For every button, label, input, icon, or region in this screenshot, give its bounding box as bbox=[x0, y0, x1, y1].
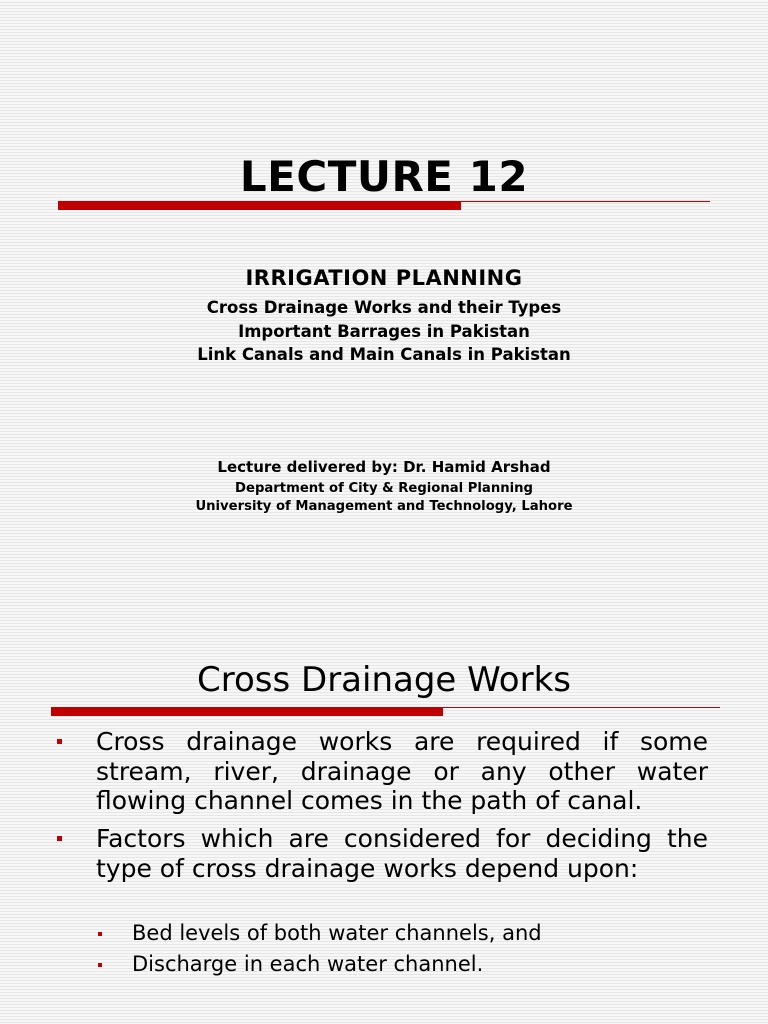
bullet-item: Cross drainage works are required if some stream, river, drainage or any other water flowing channel comes in the path of canal. bbox=[96, 727, 708, 815]
slide-2-title: Cross Drainage Works bbox=[197, 660, 571, 700]
slide-1-subtitle: IRRIGATION PLANNING bbox=[245, 266, 523, 290]
topic-item: Important Barrages in Pakistan bbox=[238, 321, 530, 341]
lecturer-credit: Lecture delivered by: Dr. Hamid Arshad bbox=[217, 458, 551, 476]
bullet-item: Factors which are considered for deciding the type of cross drainage works depend upon: bbox=[96, 824, 708, 883]
title-underline-thick bbox=[58, 202, 461, 210]
slide-2 bbox=[0, 640, 768, 1024]
topic-list bbox=[0, 296, 768, 367]
slide-1-title: LECTURE 12 bbox=[239, 152, 529, 201]
affiliation bbox=[0, 480, 768, 516]
title-underline-thin bbox=[51, 707, 720, 708]
title-underline-thick bbox=[51, 708, 443, 716]
bullet-marker-icon bbox=[57, 836, 62, 841]
sub-bullet-item: Discharge in each water channel. bbox=[132, 952, 484, 976]
bullet-marker-icon bbox=[57, 739, 62, 744]
topic-item: Cross Drainage Works and their Types bbox=[206, 298, 562, 317]
title-underline-thin bbox=[58, 201, 710, 202]
university-name: University of Management and Technology, Lahore bbox=[195, 499, 573, 514]
sub-bullet-item: Bed levels of both water channels, and bbox=[132, 921, 542, 945]
sub-bullet-marker-icon bbox=[98, 932, 102, 936]
sub-bullet-marker-icon bbox=[98, 963, 102, 967]
department-name: Department of City & Regional Planning bbox=[235, 481, 533, 496]
topic-item: Link Canals and Main Canals in Pakistan bbox=[197, 345, 571, 364]
